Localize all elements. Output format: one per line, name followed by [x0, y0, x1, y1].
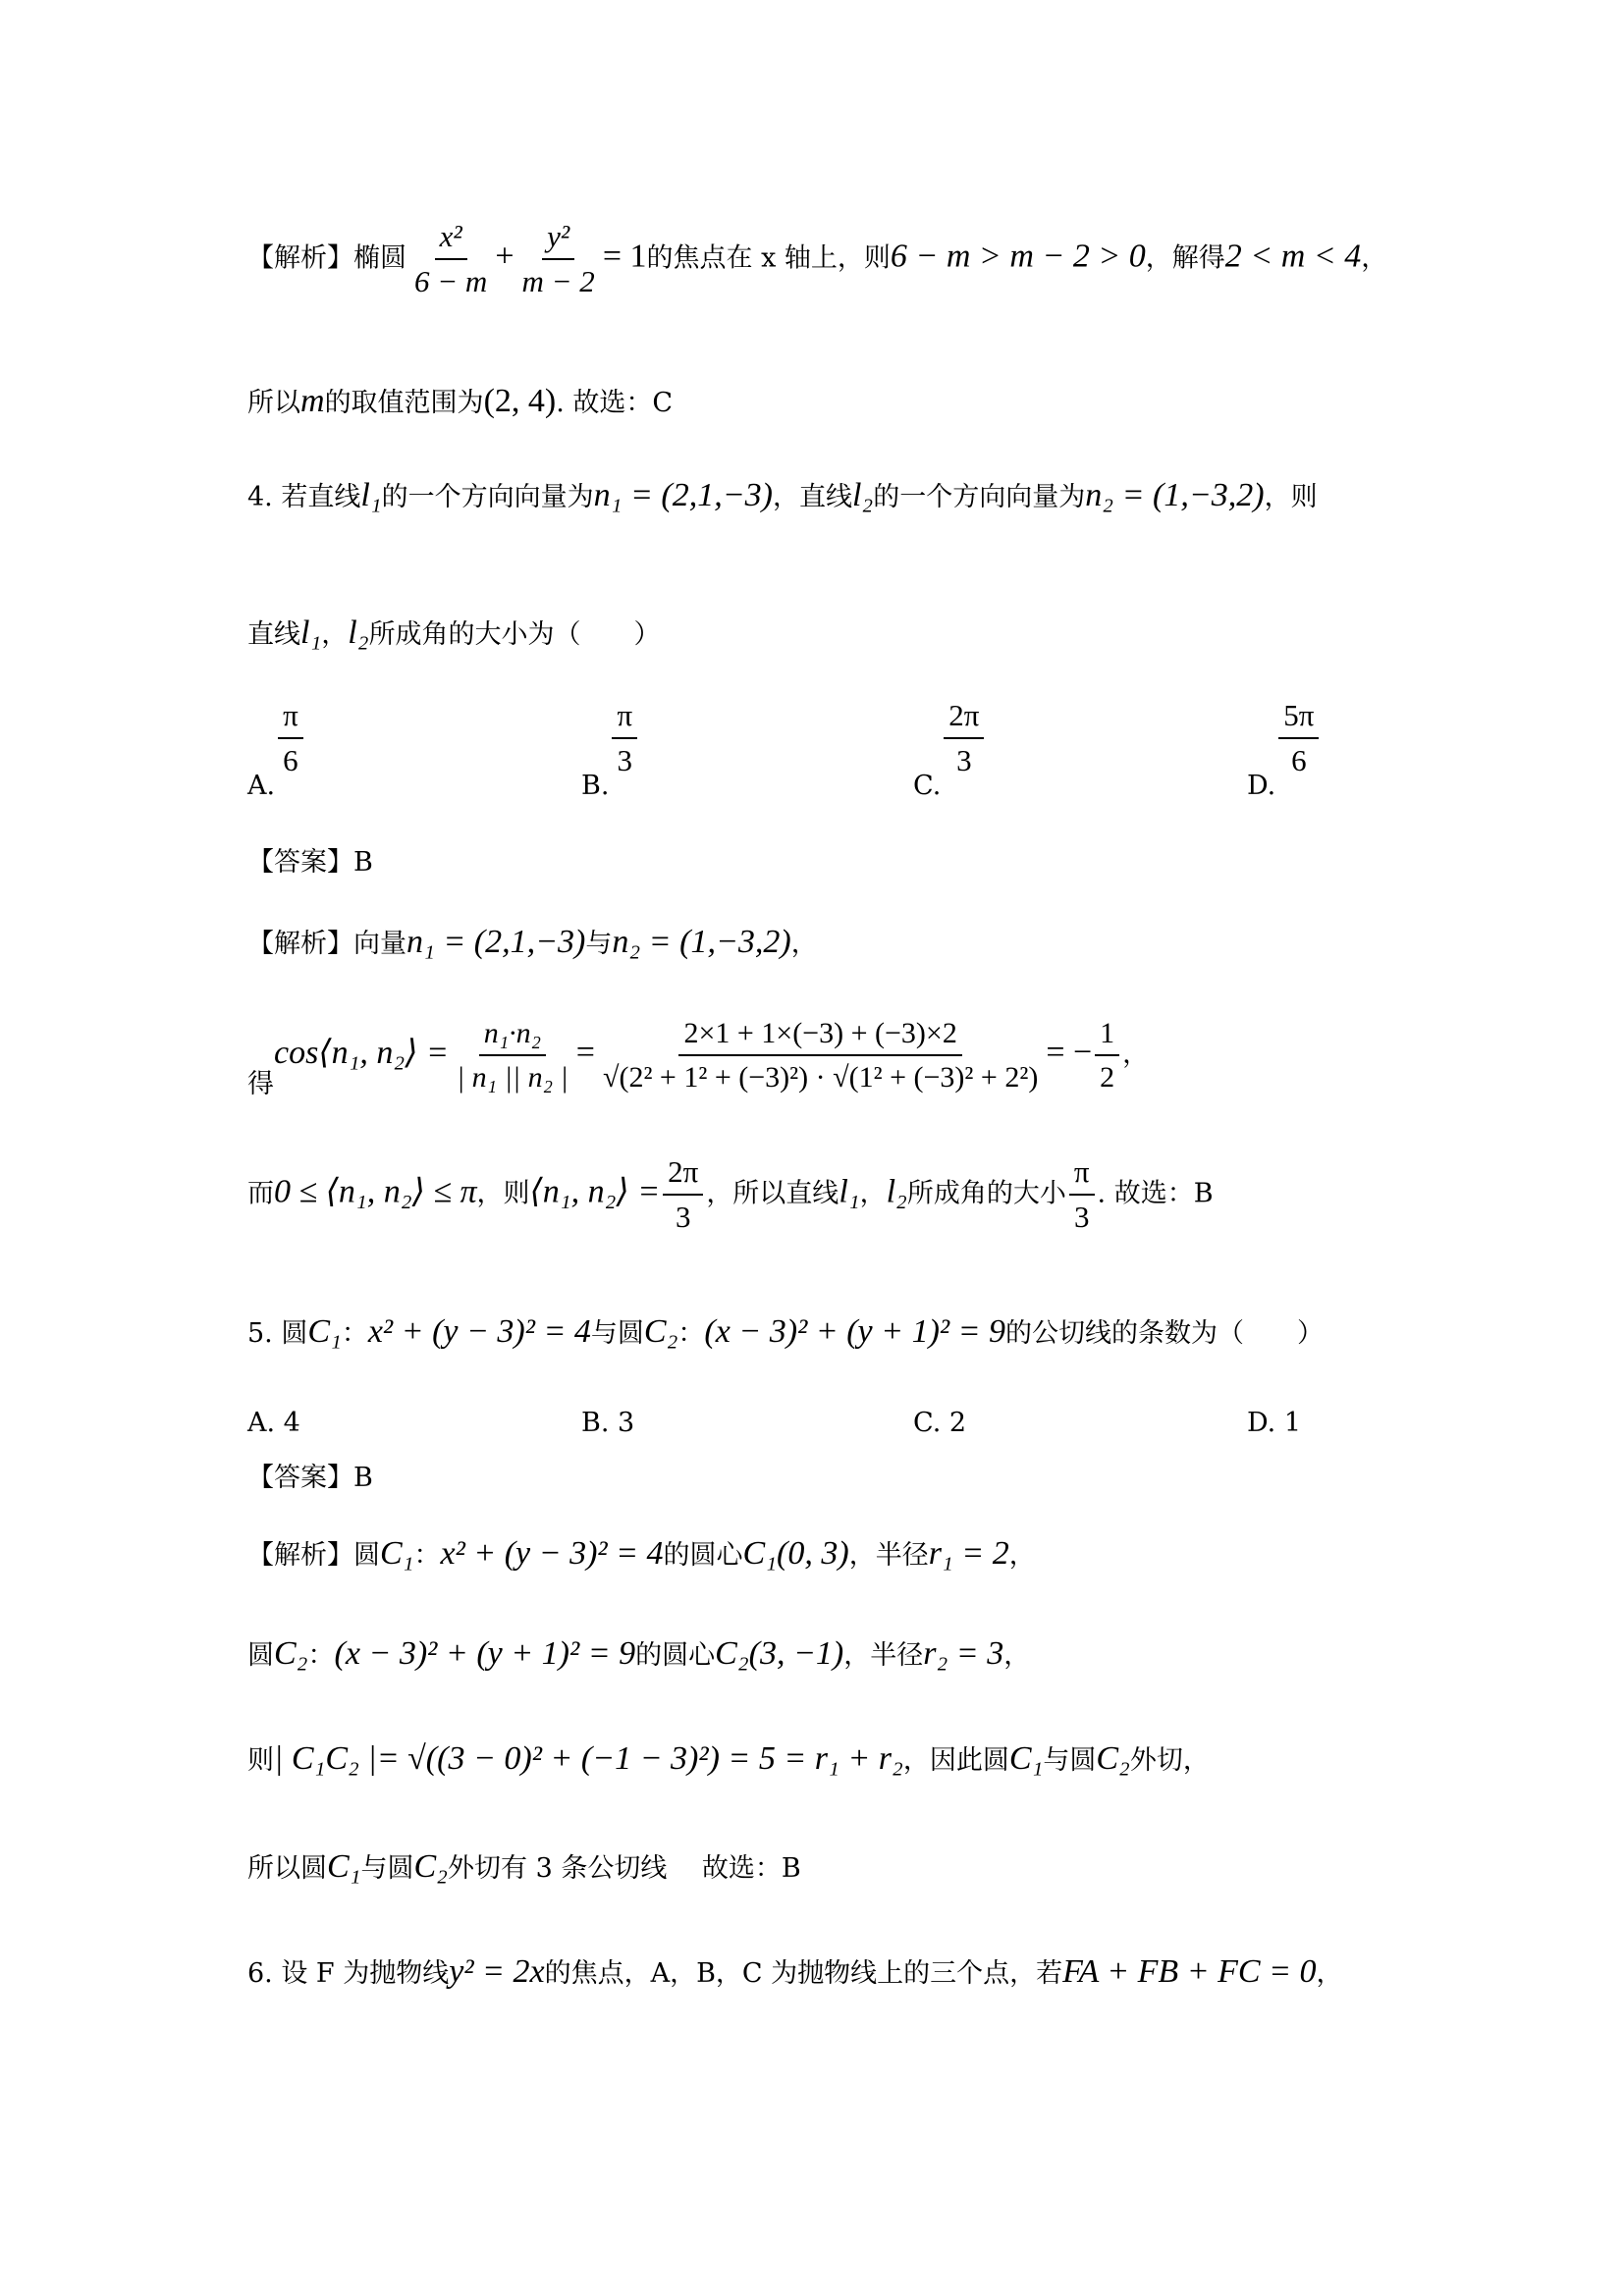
q4-answer: 【答案】B — [247, 847, 373, 878]
cosine-fraction-3: $\frac{1}{2}$ — [1095, 1017, 1119, 1094]
q5-option-b[interactable]: B. 3 — [581, 1408, 635, 1438]
q4-cosine-line: 得cos⟨n₁, n₂⟩ = $\frac{\text{n₁·n₂}}{\text{| n₁ || n₂ |}}$ = $\frac{2\times 1 + 1\times(-3) + (-3)\times 2}{\text{√(2² + 1² + (−3)²) · √(1² + (−3)² + 2²)}}$ = − $\frac{1}{2}$ ， — [247, 1017, 1150, 1099]
q4-analysis-vectors: 【解析】向量n₁ = (2,1,−3)与n₂ = (1,−3,2)， — [247, 924, 818, 960]
q4-stem-line-2: 直线l₁，l₂所成角的大小为（ ） — [247, 614, 661, 651]
cosine-fraction-2: $\frac{2\times 1 + 1\times(-3) + (-3)\times 2}{\text{√(2² + 1² + (−3)²) · √(1² + (−3)² + 2²)}}$ — [602, 1017, 1039, 1094]
q5-analysis-line-3: 则| C₁C₂ |= √((3 − 0)² + (−1 − 3)²) = 5 = r₁ + r₂，因此圆C₁与圆C₂外切， — [247, 1740, 1210, 1777]
q4-angle-line: 而0 ≤ ⟨n₁, n₂⟩ ≤ π，则⟨n₁, n₂⟩ = $\frac{2\pi}{3}$ ，所以直线l₁，l₂所成角的大小 $\frac{\pi}{3}$ . 故选：B — [247, 1154, 1214, 1235]
q5-option-c[interactable]: C. 2 — [913, 1408, 967, 1438]
q5-stem: 5. 圆C₁：x² + (y − 3)² = 4与圆C₂：(x − 3)² + (y + 1)² = 9的公切线的条数为（ ） — [247, 1313, 1325, 1350]
range-line: 所以m的取值范围为(2, 4). 故选：C — [247, 383, 674, 419]
ellipse-fraction-2: $\frac{\text{y²}}{m - 2}$ — [521, 219, 595, 299]
q4-stem-line-1: 4. 若直线l₁的一个方向向量为n₁ = (2,1,−3)，直线l₂的一个方向向量为n₂ = (1,−3,2)，则 — [247, 477, 1318, 513]
q5-analysis-line-4: 所以圆C₁与圆C₂外切有 3 条公切线 故选：B — [247, 1848, 801, 1885]
q6-stem: 6. 设 F 为抛物线y² = 2x的焦点，A，B，C 为抛物线上的三个点，若FA + FB + FC = 0， — [247, 1953, 1343, 1990]
q5-analysis-line-2: 圆C₂：(x − 3)² + (y + 1)² = 9的圆心C₂(3, −1)，半径r₂ = 3， — [247, 1635, 1031, 1672]
q4-option-b[interactable]: B. $\frac{\pi}{3}$ — [581, 699, 640, 777]
ellipse-fraction-1: $\frac{\text{x²}}{6 - m}$ — [414, 219, 488, 299]
q5-analysis-line-1: 【解析】圆C₁：x² + (y − 3)² = 4的圆心C₁(0, 3)，半径r₁ = 2， — [247, 1535, 1036, 1572]
angle-fraction-2: $\frac{\pi}{3}$ — [1069, 1155, 1095, 1234]
angle-fraction: $\frac{2\pi}{3}$ — [663, 1155, 703, 1234]
cosine-fraction-1: $\frac{\text{n₁·n₂}}{\text{| n₁ || n₂ |}}$ — [456, 1017, 568, 1094]
q4-option-a[interactable]: A. $\frac{\pi}{6}$ — [247, 699, 306, 777]
ellipse-prefix: 【解析】椭圆 — [247, 242, 406, 274]
q4-option-d[interactable]: D. $\frac{5\pi}{6}$ — [1247, 699, 1322, 777]
q5-answer: 【答案】B — [247, 1463, 373, 1493]
ellipse-analysis-line: 【解析】椭圆 $\frac{\text{x²}}{6 - m}$ + $\frac{\text{y²}}{m - 2}$ = 1的焦点在 x 轴上，则6 − m > m − 2 > 0，解得2 < m < 4， — [247, 219, 1388, 299]
q5-option-d[interactable]: D. 1 — [1247, 1408, 1302, 1438]
q4-option-c[interactable]: C. $\frac{2\pi}{3}$ — [913, 699, 987, 777]
q5-option-a[interactable]: A. 4 — [247, 1408, 300, 1438]
